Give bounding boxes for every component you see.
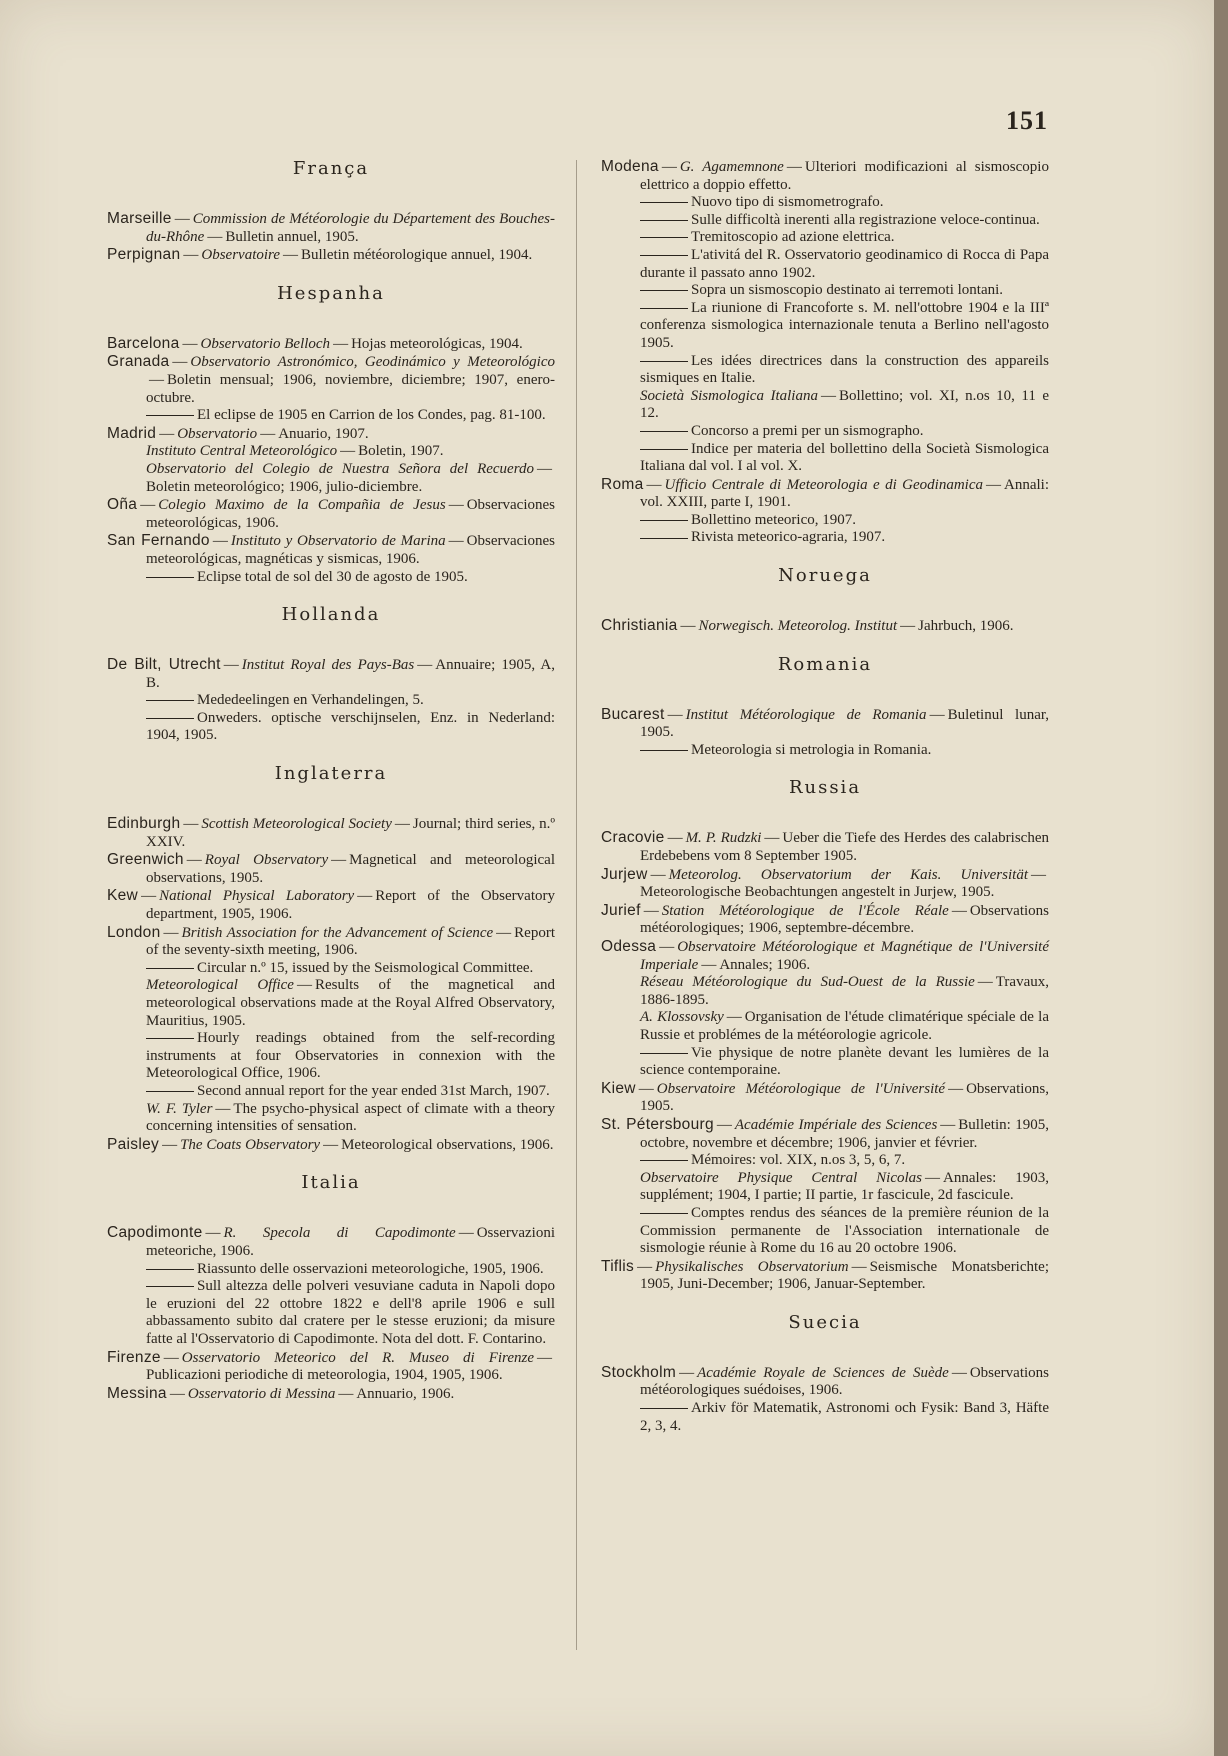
entry-place: Edinburgh: [107, 815, 181, 833]
entry-institution: Scottish Meteorological Society: [201, 816, 392, 833]
separator-dash: —: [646, 476, 662, 493]
section: [107, 1172, 555, 1403]
entry-text: Meteorological observations, 1906.: [341, 1136, 554, 1153]
entry-text: Concorso a premi per un sismographo.: [691, 422, 924, 439]
entry-text: Observaciones meteorológicas, magnéticas y sismicas, 1906.: [146, 533, 555, 567]
entry-text: L'ativitá del R. Osservatorio geodinamico di Rocca di Papa durante il passato anno 1902.: [640, 246, 1049, 281]
bibliography-entry: [601, 1364, 1049, 1400]
entry-place: De Bilt, Utrecht: [107, 656, 221, 674]
separator-dash: —: [643, 902, 659, 919]
entry-institution: M. P. Rudzki: [685, 830, 762, 847]
sub-entry: [107, 407, 555, 425]
separator-dash: —: [638, 1080, 654, 1097]
entry-text: Annales; 1906.: [719, 956, 811, 973]
entry-institution: A. Klossovsky: [640, 1009, 724, 1026]
entry-text: Meteorologische Beobachtungen angestelt in Jurjew, 1905.: [640, 884, 995, 901]
entry-institution: National Physical Laboratory: [159, 888, 355, 905]
sub-entry: [601, 388, 1049, 423]
sub-entry: [601, 423, 1049, 441]
section-heading: Hollanda: [281, 604, 381, 626]
entry-text: Sopra un sismoscopio destinato ai terremoti lontani.: [691, 282, 1004, 299]
bibliography-entry: [601, 706, 1049, 742]
entry-text: Vie physique de notre planète devant les lumières de la science contemporaine.: [640, 1044, 1049, 1079]
entry-institution: Instituto Central Meteorológico: [146, 443, 338, 460]
sub-entry: [601, 212, 1049, 230]
sub-entry: [601, 300, 1049, 353]
entry-text: Travaux, 1886-1895.: [640, 974, 1049, 1008]
sub-entry: [601, 974, 1049, 1009]
bibliography-entry: [107, 1136, 555, 1155]
separator-dash: —: [448, 533, 464, 550]
separator-dash: —: [169, 1385, 185, 1402]
entry-text: The psycho-physical aspect of climate with a theory concerning intensities of sensation.: [146, 1100, 555, 1135]
separator-dash: —: [340, 443, 356, 460]
separator-dash: —: [162, 1136, 178, 1153]
section: [107, 763, 555, 1154]
separator-dash: —: [948, 1080, 964, 1097]
entry-institution: Observatoire Météorologique de l'Université: [656, 1080, 946, 1097]
separator-dash: —: [333, 335, 349, 352]
separator-dash: —: [207, 228, 223, 245]
entry-text: Meteorologia si metrologia in Romania.: [691, 741, 932, 758]
entry-place: St. Pétersbourg: [601, 1115, 714, 1133]
sub-entry: [107, 1030, 555, 1083]
bibliography-entry: [107, 246, 555, 265]
entry-institution: Observatorio del Colegio de Nuestra Señora del Recuerdo: [146, 460, 534, 477]
entry-text: Annuaire; 1905, A, B.: [146, 657, 555, 691]
entry-text: Bulletin: 1905, octobre, novembre et décembre; 1906, janvier et février.: [640, 1116, 1049, 1151]
sub-entry: [601, 512, 1049, 530]
separator-dash: —: [900, 618, 916, 635]
entry-institution: Norwegisch. Meteorolog. Institut: [698, 618, 898, 635]
bibliography-entry: [107, 887, 555, 923]
sub-entry: [107, 1261, 555, 1279]
separator-dash: —: [174, 211, 190, 227]
entry-text: Sull altezza delle polveri vesuviane caduta in Napoli dopo le eruzioni del 22 ottobre 1822 e dell'8 aprile 1906 e sull abbassamento subito dal cratere per le stesse eruzioni; da misure fatte al l'Osservatorio di Capodimonte. Nota del dott. F. Contarino.: [146, 1278, 555, 1347]
separator-dash: —: [951, 902, 967, 919]
entry-institution: G. Agamemnone: [679, 159, 784, 175]
entry-text: Ueber die Tiefe des Herdes des calabrischen Erdebebens vom 8 September 1905.: [640, 830, 1049, 865]
entry-text: Report of the Observatory department, 1905, 1906.: [146, 888, 555, 923]
separator-dash: —: [951, 1364, 967, 1381]
column-divider: [576, 160, 577, 1650]
separator-dash: —: [764, 830, 780, 847]
entry-institution: Instituto y Observatorio de Marina: [230, 533, 446, 550]
entry-place: Kiew: [601, 1079, 636, 1097]
entry-institution: The Coats Observatory: [180, 1136, 321, 1153]
entry-text: Seismische Monatsberichte; 1905, Juni-December; 1906, Januar-September.: [640, 1258, 1050, 1293]
entry-text: Eclipse total de sol del 30 de agosto de 1905.: [197, 568, 468, 585]
separator-dash: —: [650, 866, 666, 883]
entry-institution: Commission de Météorologie du Département des Bouches-du-Rhône: [146, 211, 555, 245]
sub-entry: [601, 441, 1049, 476]
bibliography-entry: [107, 656, 555, 692]
section-heading: Romania: [777, 653, 873, 675]
entry-text: Organisation de l'étude climatérique spéciale de la Russie et problémes de la météorologie agricole.: [640, 1009, 1049, 1043]
bibliography-entry: [107, 532, 555, 568]
entry-text: Boletin mensual; 1906, noviembre, diciembre; 1907, enero-octubre.: [146, 371, 555, 406]
separator-dash: —: [282, 247, 298, 264]
separator-dash: —: [679, 1364, 695, 1381]
bibliography-entry: [601, 1080, 1049, 1116]
entry-institution: Réseau Météorologique du Sud-Ouest de la Russie: [640, 974, 975, 991]
separator-dash: —: [977, 974, 993, 991]
entry-place: Marseille: [107, 210, 172, 227]
bibliography-entry: [601, 158, 1049, 194]
separator-dash: —: [357, 888, 373, 905]
separator-dash: —: [537, 1349, 552, 1366]
entry-text: Buletinul lunar, 1905.: [640, 706, 1049, 741]
separator-dash: —: [701, 956, 717, 973]
page-number: 151: [1006, 106, 1048, 135]
entry-text: Annali: vol. XXIII, parte I, 1901.: [640, 476, 1049, 511]
entry-institution: Institut Royal des Pays-Bas: [241, 657, 415, 674]
separator-dash: —: [205, 1225, 221, 1242]
section-heading: Inglaterra: [274, 763, 388, 785]
separator-dash: —: [820, 387, 836, 404]
section: [107, 604, 555, 745]
entry-text: Rivista meteorico-agraria, 1907.: [691, 529, 886, 546]
section-heading: Russia: [788, 777, 862, 799]
entry-place: Capodimonte: [107, 1224, 203, 1242]
entry-text: Circular n.º 15, issued by the Seismological Committee.: [197, 959, 534, 976]
separator-dash: —: [140, 497, 156, 514]
separator-dash: —: [223, 657, 239, 674]
sub-entry: [601, 1170, 1049, 1205]
entry-institution: Académie Impériale des Sciences: [734, 1116, 938, 1133]
entry-text: Observaciones meteorológicas, 1906.: [146, 497, 555, 531]
entry-institution: Station Météorologique de l'École Réale: [661, 902, 949, 919]
separator-dash: —: [637, 1258, 653, 1275]
entry-text: Journal; third series, n.º XXIV.: [146, 816, 555, 850]
entry-text: El eclipse de 1905 en Carrion de los Condes, pag. 81-100.: [197, 407, 546, 424]
sub-entry: [601, 229, 1049, 247]
entry-place: Bucarest: [601, 705, 665, 723]
entry-text: Anuario, 1907.: [278, 425, 369, 442]
sub-entry: [601, 742, 1049, 760]
entry-text: Annuario, 1906.: [356, 1385, 455, 1402]
entry-institution: Observatorio Astronómico, Geodinámico y Meteorológico: [190, 354, 555, 371]
separator-dash: —: [496, 924, 512, 941]
separator-dash: —: [458, 1225, 474, 1242]
bibliography-entry: [601, 1116, 1049, 1152]
sub-entry: [601, 194, 1049, 212]
sub-entry: [107, 977, 555, 1030]
separator-dash: —: [183, 816, 199, 833]
sub-entry: [601, 1400, 1049, 1435]
entry-text: Arkiv för Matematik, Astronomi och Fysik: Band 3, Häfte 2, 3, 4.: [640, 1400, 1049, 1434]
entry-place: Jurjew: [601, 865, 648, 883]
entry-place: Kew: [107, 887, 139, 905]
bibliography-entry: [601, 866, 1049, 902]
sub-entry: [107, 461, 555, 496]
entry-text: Osservazioni meteoriche, 1906.: [146, 1225, 555, 1259]
entry-place: Christiania: [601, 617, 678, 635]
entry-place: Jurief: [601, 901, 641, 919]
entry-institution: Ufficio Centrale di Meteorologia e di Geodinamica: [664, 476, 983, 493]
bibliography-entry: [107, 1349, 555, 1385]
entry-text: Mémoires: vol. XIX, n.os 3, 5, 6, 7.: [691, 1152, 906, 1169]
entry-text: Observations, 1905.: [640, 1080, 1049, 1115]
entry-text: Report of the seventy-sixth meeting, 1906.: [146, 924, 555, 959]
separator-dash: —: [212, 533, 228, 550]
separator-dash: —: [417, 657, 433, 674]
entry-text: Comptes rendus des séances de la première réunion de la Commission permanente de l'Association internationale de sismologie réunie à Rome du 16 au 20 octobre 1906.: [640, 1204, 1049, 1257]
section: [601, 158, 1049, 547]
bibliography-entry: [601, 476, 1049, 512]
entry-institution: British Association for the Advancement of Science: [181, 924, 494, 941]
entry-place: Greenwich: [107, 851, 184, 869]
entry-place: Stockholm: [601, 1363, 677, 1381]
entry-institution: Institut Météorologique de Romania: [685, 706, 927, 723]
sub-entry: [601, 1009, 1049, 1044]
entry-institution: Società Sismologica Italiana: [640, 387, 818, 404]
bibliography-entry: [107, 425, 555, 444]
section: [601, 654, 1049, 760]
separator-dash: —: [323, 1136, 339, 1153]
bibliography-entry: [601, 1258, 1049, 1294]
entry-institution: Observatorio Belloch: [200, 335, 331, 352]
entry-text: Indice per materia del bollettino della Società Sismologica Italiana dal vol. I al vol. X.: [640, 440, 1049, 475]
sub-entry: [107, 960, 555, 978]
separator-dash: —: [182, 335, 198, 352]
sub-entry: [107, 569, 555, 587]
entry-place: Paisley: [107, 1135, 160, 1153]
bibliography-entry: [601, 902, 1049, 938]
entry-place: Oña: [107, 496, 138, 514]
section: [107, 283, 555, 586]
entry-text: Second annual report for the year ended 31st March, 1907.: [197, 1082, 550, 1099]
sub-entry: [107, 443, 555, 461]
entry-place: Roma: [601, 475, 644, 493]
separator-dash: —: [159, 425, 175, 442]
entry-text: Mededeelingen en Verhandelingen, 5.: [197, 692, 424, 709]
entry-place: Tiflis: [601, 1257, 635, 1275]
entry-place: Cracovie: [601, 829, 665, 847]
entry-institution: Académie Royale de Sciences de Suède: [697, 1364, 949, 1381]
sub-entry: [601, 282, 1049, 300]
entry-text: Tremitoscopio ad azione elettrica.: [691, 229, 895, 246]
separator-dash: —: [141, 888, 157, 905]
entry-institution: Colegio Maximo de la Compañia de Jesus: [158, 497, 446, 514]
entry-text: Boletin meteorológico; 1906, julio-diciembre.: [146, 478, 423, 495]
separator-dash: —: [183, 247, 199, 264]
entry-institution: Osservatorio di Messina: [187, 1385, 336, 1402]
section-heading: Noruega: [778, 565, 872, 587]
entry-institution: Meteorolog. Observatorium der Kais. Universität: [668, 866, 1028, 883]
entry-institution: Meteorological Office: [146, 977, 294, 994]
entry-institution: Osservatorio Meteorico del R. Museo di Firenze: [181, 1349, 534, 1366]
entry-place: San Fernando: [107, 532, 210, 550]
separator-dash: —: [667, 706, 683, 723]
entry-place: Granada: [107, 353, 170, 371]
separator-dash: —: [986, 476, 1001, 493]
entry-place: Modena: [601, 158, 659, 175]
separator-dash: —: [215, 1100, 231, 1117]
sub-entry: [107, 1278, 555, 1348]
entry-place: Perpignan: [107, 246, 181, 264]
separator-dash: —: [925, 1169, 941, 1186]
separator-dash: —: [163, 1349, 179, 1366]
sub-entry: [601, 1152, 1049, 1170]
bibliography-entry: [107, 210, 555, 246]
bibliography-entry: [107, 335, 555, 354]
entry-institution: W. F. Tyler: [146, 1100, 213, 1117]
sub-entry: [601, 1045, 1049, 1080]
entry-text: Sulle difficoltà inerenti alla registrazione veloce-continua.: [691, 211, 1040, 228]
separator-dash: —: [929, 706, 945, 723]
separator-dash: —: [163, 924, 179, 941]
sub-entry: [601, 353, 1049, 388]
separator-dash: —: [296, 977, 312, 994]
left-column: [107, 158, 555, 1421]
separator-dash: —: [716, 1116, 732, 1133]
separator-dash: —: [659, 939, 675, 955]
section-heading: Hespanha: [277, 282, 385, 304]
entry-place: London: [107, 923, 161, 941]
separator-dash: —: [172, 354, 188, 371]
separator-dash: —: [260, 425, 276, 442]
separator-dash: —: [186, 852, 202, 869]
bibliography-entry: [107, 353, 555, 407]
separator-dash: —: [394, 816, 410, 833]
entry-text: Bulletin annuel, 1905.: [225, 228, 359, 245]
entry-text: Jahrbuch, 1906.: [918, 618, 1014, 635]
separator-dash: —: [331, 852, 347, 869]
separator-dash: —: [667, 830, 683, 847]
entry-text: Observations météorologiques suédoises, 1906.: [640, 1364, 1049, 1399]
section: [601, 1312, 1049, 1435]
entry-text: Results of the magnetical and meteorological observations made at the Royal Alfred Observatory, Mauritius, 1905.: [146, 977, 555, 1029]
entry-institution: R. Specola di Capodimonte: [223, 1225, 456, 1242]
entry-place: Firenze: [107, 1348, 161, 1366]
bibliography-entry: [107, 851, 555, 887]
entry-text: Bollettino; vol. XI, n.os 10, 11 e 12.: [640, 387, 1049, 422]
separator-dash: —: [680, 618, 696, 635]
entry-text: Riassunto delle osservazioni meteorologiche, 1905, 1906.: [197, 1260, 544, 1277]
separator-dash: —: [940, 1116, 956, 1133]
entry-institution: Physikalisches Observatorium: [655, 1258, 849, 1275]
bibliography-entry: [107, 496, 555, 532]
bibliography-entry: [601, 617, 1049, 636]
entry-institution: Royal Observatory: [204, 852, 329, 869]
bibliography-entry: [107, 1224, 555, 1260]
sub-entry: [107, 692, 555, 710]
entry-text: Onweders. optische verschijnselen, Enz. in Nederland: 1904, 1905.: [146, 709, 555, 744]
entry-text: Bollettino meteorico, 1907.: [691, 511, 856, 528]
section: [601, 777, 1049, 1293]
separator-dash: —: [338, 1385, 354, 1402]
entry-institution: Observatoire Météorologique et Magnétique de l'Université Imperiale: [640, 939, 1049, 973]
bibliography-entry: [107, 815, 555, 851]
entry-text: Nuovo tipo di sismometrografo.: [691, 194, 884, 211]
entry-text: Les idées directrices dans la construction des appareils sismiques en Italie.: [640, 352, 1049, 387]
separator-dash: —: [786, 159, 802, 175]
separator-dash: —: [537, 460, 552, 477]
entry-text: Annales: 1903, supplément; 1904, I partie; II partie, 1r fascicule, 2d fascicule.: [640, 1169, 1050, 1204]
entry-text: Magnetical and meteorological observations, 1905.: [146, 852, 555, 886]
bibliography-entry: [107, 1385, 555, 1404]
entry-text: Bulletin météorologique annuel, 1904.: [300, 247, 533, 264]
section-heading: França: [292, 158, 370, 179]
entry-text: Hourly readings obtained from the self-recording instruments at four Observatories in connexion with the Meteorological Office, 1906.: [146, 1030, 555, 1082]
separator-dash: —: [726, 1009, 742, 1026]
separator-dash: —: [851, 1258, 867, 1275]
section-heading: Italia: [301, 1172, 361, 1194]
entry-institution: Observatoire: [201, 247, 280, 264]
separator-dash: —: [149, 371, 164, 388]
sub-entry: [601, 529, 1049, 547]
bibliography-entry: [107, 924, 555, 960]
sub-entry: [107, 1101, 555, 1136]
entry-institution: Observatorio: [177, 425, 258, 442]
entry-text: La riunione di Francoforte s. M. nell'ottobre 1904 e la IIIª conferenza sismologica internazionale tenuta a Berlino nell'agosto 1905.: [640, 299, 1049, 351]
entry-text: Publicazioni periodiche di meteorologia, 1904, 1905, 1906.: [146, 1367, 503, 1384]
entry-text: Boletin, 1907.: [358, 443, 444, 460]
bibliography-entry: [601, 938, 1049, 974]
separator-dash: —: [448, 497, 464, 514]
entry-place: Madrid: [107, 424, 157, 442]
section: [107, 158, 555, 265]
bibliography-entry: [601, 829, 1049, 865]
right-column: [601, 158, 1049, 1453]
separator-dash: —: [661, 159, 677, 175]
sub-entry: [601, 247, 1049, 282]
sub-entry: [107, 710, 555, 745]
section: [601, 565, 1049, 636]
section-heading: Suecia: [788, 1311, 862, 1333]
entry-place: Odessa: [601, 938, 657, 955]
entry-institution: Observatoire Physique Central Nicolas: [640, 1169, 923, 1186]
separator-dash: —: [1031, 866, 1046, 883]
entry-text: Observations météorologiques; 1906, septembre-décembre.: [640, 902, 1049, 937]
entry-text: Hojas meteorológicas, 1904.: [351, 335, 523, 352]
entry-place: Barcelona: [107, 334, 180, 352]
sub-entry: [107, 1083, 555, 1101]
entry-place: Messina: [107, 1384, 167, 1402]
entry-text: Ulteriori modificazioni al sismoscopio elettrico a doppio effetto.: [640, 159, 1049, 193]
sub-entry: [601, 1205, 1049, 1258]
